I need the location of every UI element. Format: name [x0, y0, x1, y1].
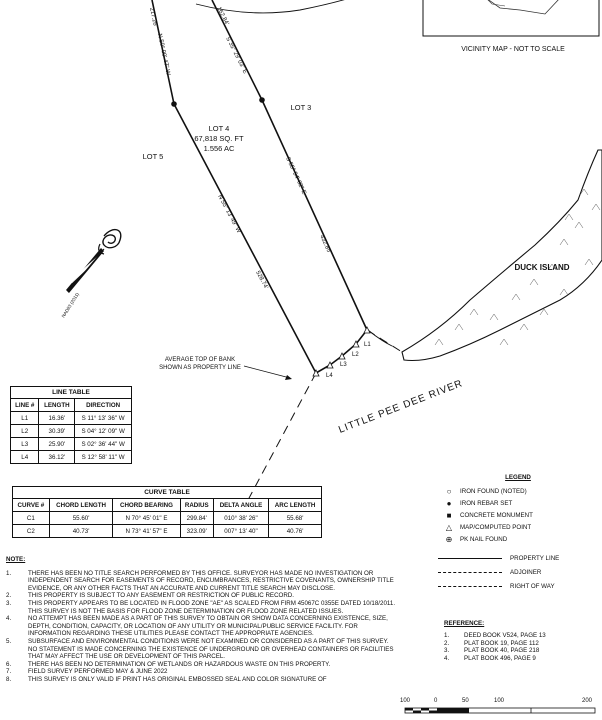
- bearing-label: S 35° 29' 03" E: [224, 36, 248, 75]
- iron-rebar-set-icon: [171, 101, 177, 107]
- legend: [438, 474, 598, 593]
- line-table-title: LINE TABLE: [10, 386, 132, 398]
- table-cell: S 12° 58' 11" W: [75, 451, 132, 464]
- table-cell: L4: [11, 451, 39, 464]
- river-label: LITTLE PEE DEE RIVER: [337, 378, 465, 436]
- bearing-label: S 55° 54' 02" E: [284, 156, 307, 196]
- notes: [6, 556, 398, 684]
- line-label: L4: [326, 373, 333, 379]
- line-label: L1: [364, 342, 371, 348]
- note-item: 2. THIS PROPERTY IS SUBJECT TO ANY EASEMENT OR RESTRICTION OF PUBLIC RECORD.: [6, 592, 294, 600]
- reference-list: [444, 620, 594, 663]
- triangle-open-icon: △: [445, 522, 453, 532]
- legend-line-item: [438, 565, 598, 579]
- note-item: 5. SUBSURFACE AND ENVIRONMENTAL CONDITIONS WERE NOT EXAMINED OR CONSIDERED AS A PART OF THIS SURVEY. NO STATEMENT IS MADE CONCERNING THE EXISTENCE OF UNDERGROUND OR OVERHEAD CONTAINERS OR FACILITIES THAT MAY AFFECT THE USE OR DEVELOPMENT OF THIS PARCEL.: [6, 637, 394, 661]
- legend-item: [438, 533, 598, 545]
- table-row: [13, 525, 322, 538]
- table-cell: L2: [11, 425, 39, 438]
- table-row: [11, 412, 132, 425]
- bank-note-line-1: AVERAGE TOP OF BANK: [164, 357, 236, 363]
- legend-label: MAP/COMPUTED POINT: [460, 523, 532, 531]
- bearing-label: N 55° 13' 49" W: [216, 194, 242, 235]
- line-label: L3: [340, 362, 347, 368]
- note-item: 7. FIELD SURVEY PERFORMED MAY & JUNE 2022: [6, 668, 168, 676]
- line-table: [10, 386, 132, 464]
- table-cell: 40.76': [269, 525, 322, 538]
- scale-label: 100: [494, 698, 505, 704]
- table-cell: 30.39': [39, 425, 75, 438]
- bank-note-line-2: SHOWN AS PROPERTY LINE: [159, 365, 241, 371]
- table-row: [13, 512, 322, 525]
- dash-dot-line-icon: [438, 586, 502, 587]
- table-cell: L1: [11, 412, 39, 425]
- scale-label: 0: [434, 698, 438, 704]
- line-label: L2: [352, 352, 359, 358]
- table-cell: L3: [11, 438, 39, 451]
- leader-arrow-icon: [285, 375, 292, 380]
- bearing-label: 528.74': [254, 270, 269, 291]
- solid-line-icon: [438, 558, 502, 559]
- scale-bar: [400, 696, 598, 718]
- reference-heading: REFERENCE:: [444, 620, 485, 627]
- line-table-header: LINE #: [11, 399, 39, 412]
- table-cell: 16.36': [39, 412, 75, 425]
- legend-label: IRON FOUND (NOTED): [460, 487, 527, 495]
- curve-table: [12, 486, 322, 538]
- table-cell: 55.60': [49, 512, 113, 525]
- curve-table-header: ARC LENGTH: [269, 499, 322, 512]
- curve-table-header: CURVE #: [13, 499, 50, 512]
- legend-label: CONCRETE MONUMENT: [460, 511, 533, 519]
- legend-label: IRON REBAR SET: [460, 499, 513, 507]
- curve-table-title: CURVE TABLE: [12, 486, 322, 498]
- legend-line-label: PROPERTY LINE: [510, 554, 560, 562]
- legend-line-label: RIGHT OF WAY: [510, 582, 555, 590]
- lot-4-area-ac: 1.556 AC: [203, 144, 235, 153]
- table-cell: C2: [13, 525, 50, 538]
- reference-item: 3. PLAT BOOK 40, PAGE 218: [444, 647, 540, 655]
- dashed-line-icon: [438, 572, 502, 573]
- property-lines: [152, 0, 367, 373]
- legend-line-label: ADJOINER: [510, 568, 542, 576]
- line-table-header: DIRECTION: [75, 399, 132, 412]
- note-item: 4. NO ATTEMPT HAS BEEN MADE AS A PART OF THIS SURVEY TO OBTAIN OR SHOW DATA CONCERNING EXISTENCE, SIZE, DEPTH, CONDITION, CAPACITY, OR LOCATION OF ANY UTILITY OR MUNICIPAL/PUBLIC SERVICE FACILITY. FOR INFORMATION REGARDING THESE UTILITIES PLEASE CONTACT THE APPROPRIATE AGENCIES.: [6, 615, 388, 638]
- table-cell: 36.12': [39, 451, 75, 464]
- table-cell: 010° 38' 26": [213, 512, 268, 525]
- circle-open-icon: ○: [446, 486, 452, 496]
- table-row: [11, 438, 132, 451]
- table-cell: S 11° 13' 36" W: [75, 412, 132, 425]
- scale-label: 50: [462, 698, 469, 704]
- table-row: [11, 451, 132, 464]
- table-cell: 40.73': [49, 525, 113, 538]
- bank-note-leader: [244, 366, 290, 378]
- legend-label: PK NAIL FOUND: [460, 535, 508, 543]
- reference-item: 2. PLAT BOOK 19, PAGE 112: [444, 639, 539, 647]
- table-cell: N 73° 41' 57" E: [113, 525, 180, 538]
- line-table-header: LENGTH: [39, 399, 75, 412]
- duck-island-shoreline: [402, 150, 602, 361]
- table-cell: S 02° 36' 44" W: [75, 438, 132, 451]
- legend-line-item: [438, 579, 598, 593]
- curve-table-header: CHORD BEARING: [113, 499, 180, 512]
- scale-label: 100: [400, 698, 411, 704]
- lot-4-area-sqft: 67,818 SQ. FT: [194, 134, 244, 143]
- table-cell: 323.09': [180, 525, 213, 538]
- vicinity-map: [423, 0, 599, 36]
- lot-5-label: LOT 5: [142, 152, 164, 161]
- table-cell: S 04° 12' 09" W: [75, 425, 132, 438]
- table-row: [11, 425, 132, 438]
- legend-item: [438, 497, 598, 509]
- curve-table-header: CHORD LENGTH: [49, 499, 113, 512]
- reference-item: 4. PLAT BOOK 496, PAGE 9: [444, 655, 536, 663]
- legend-line-item: [438, 551, 598, 565]
- table-cell: 25.90': [39, 438, 75, 451]
- note-item: 1. THERE HAS BEEN NO TITLE SEARCH PERFORMED BY THIS OFFICE. SURVEYOR HAS MADE NO INVESTIGATION OR INDEPENDENT SEARCH FOR EASEMENTS OF RECORD, ENCUMBRANCES, RESTRICTIVE COVENANTS, OWNERSHIP TITLE EVIDENCE, OR ANY OTHER FACTS THAT AN ACCURATE AND CURRENT TITLE SEARCH MAY DISCLOSE.: [6, 569, 394, 592]
- table-cell: 299.84': [180, 512, 213, 525]
- bearing-label: 162.84': [215, 6, 230, 27]
- table-cell: 55.68': [269, 512, 322, 525]
- note-item: 6. THERE HAS BEEN NO DETERMINATION OF WETLANDS OR HAZARDOUS WASTE ON THIS PROPERTY.: [6, 660, 331, 668]
- north-arrow-icon: [66, 230, 121, 293]
- table-cell: C1: [13, 512, 50, 525]
- notes-heading: NOTE:: [6, 556, 26, 563]
- computed-point-icon: [364, 327, 370, 333]
- duck-island-label: DUCK ISLAND: [514, 263, 570, 272]
- legend-item: [438, 485, 598, 497]
- circle-filled-icon: ●: [446, 498, 452, 508]
- table-cell: 007° 13' 40": [213, 525, 268, 538]
- scale-label: 200: [582, 698, 593, 704]
- bearing-label: 432.85': [318, 234, 332, 255]
- curve-table-header: RADIUS: [180, 499, 213, 512]
- bearing-label: 217.26': [148, 7, 158, 28]
- square-filled-icon: ■: [446, 510, 452, 520]
- curve-table-header: DELTA ANGLE: [213, 499, 268, 512]
- vicinity-map-caption: VICINITY MAP - NOT TO SCALE: [461, 46, 565, 53]
- circle-cross-icon: ⊕: [445, 534, 453, 544]
- table-cell: N 70° 45' 01" E: [113, 512, 180, 525]
- legend-item: [438, 521, 598, 533]
- note-item: 8. THIS SURVEY IS ONLY VALID IF PRINT HAS ORIGINAL EMBOSSED SEAL AND COLOR SIGNATURE OF: [6, 675, 327, 683]
- lot-4-label: LOT 4: [208, 124, 230, 133]
- reference-item: 1. DEED BOOK V524, PAGE 13: [444, 631, 546, 639]
- note-item: 3. THIS PROPERTY APPEARS TO BE LOCATED IN FLOOD ZONE "AE" AS SCALED FROM FIRM 45067C 0355E DATED 10/18/2011. THIS SURVEY IS NOT THE BASIS FOR FLOOD ZONE DETERMINATION OR FLOOD ZONE RELATED ISSUES.: [6, 599, 396, 615]
- iron-rebar-set-icon: [259, 97, 265, 103]
- legend-heading: LEGEND: [505, 474, 531, 481]
- bearing-label: N 50° 00' 47" W: [156, 33, 171, 76]
- lot-3-label: LOT 3: [290, 103, 312, 112]
- legend-item: [438, 509, 598, 521]
- north-datum-label: NAD83 (2011): [60, 291, 80, 319]
